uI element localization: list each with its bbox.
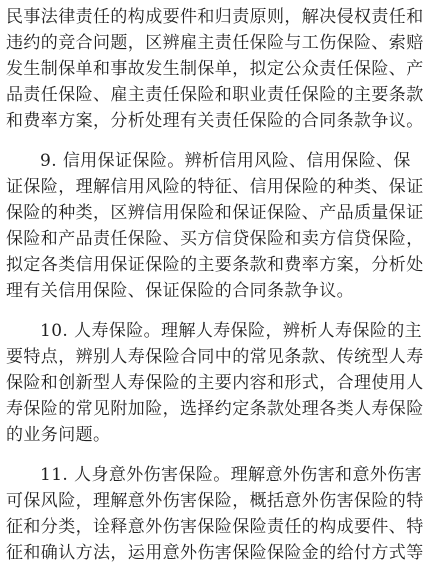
text-line: 拟定各类信用保证保险的主要条款和费率方案，分析处 <box>6 255 424 275</box>
text-line: 和费率方案，分析处理有关责任保险的合同条款争议。 <box>6 111 424 131</box>
section-9-heading-line: 9. 信用保证保险。辨析信用风险、信用保险、保 <box>40 151 411 171</box>
text-line: 征和确认方法，运用意外伤害保险保险金的给付方式等 <box>6 543 424 563</box>
text-line: 品责任保险、雇主责任保险和职业责任保险的主要条款 <box>6 85 424 105</box>
text-line: 寿保险的常见附加险，选择约定条款处理各类人寿保险 <box>6 399 424 419</box>
text-line: 的业务问题。 <box>6 425 111 445</box>
text-line: 证保险，理解信用风险的特征、信用保险的种类、保证 <box>6 177 424 197</box>
text-line: 可保风险，理解意外伤害保险，概括意外伤害保险的特 <box>6 491 424 511</box>
text-line: 发生制保单和事故发生制保单，拟定公众责任保险、产 <box>6 59 424 79</box>
text-line: 征和分类，诠释意外伤害保险保险责任的构成要件、特 <box>6 517 424 537</box>
text-line: 违约的竞合问题，区辨雇主责任保险与工伤保险、索赔 <box>6 33 424 53</box>
text-line: 理有关信用保险、保证保险的合同条款争议。 <box>6 281 354 301</box>
text-line: 保险和产品责任保险、买方信贷保险和卖方信贷保险， <box>6 229 424 249</box>
text-line: 保险的种类，区辨信用保险和保证保险、产品质量保证 <box>6 203 424 223</box>
section-11-heading-line: 11. 人身意外伤害保险。理解意外伤害和意外伤害 <box>40 465 423 485</box>
section-10-heading-line: 10. 人寿保险。理解人寿保险，辨析人寿保险的主 <box>40 321 423 341</box>
text-line: 民事法律责任的构成要件和归责原则，解决侵权责任和 <box>6 7 424 27</box>
text-line: 要特点，辨别人寿保险合同中的常见条款、传统型人寿 <box>6 347 424 367</box>
text-line: 保险和创新型人寿保险的主要内容和形式，合理使用人 <box>6 373 424 393</box>
